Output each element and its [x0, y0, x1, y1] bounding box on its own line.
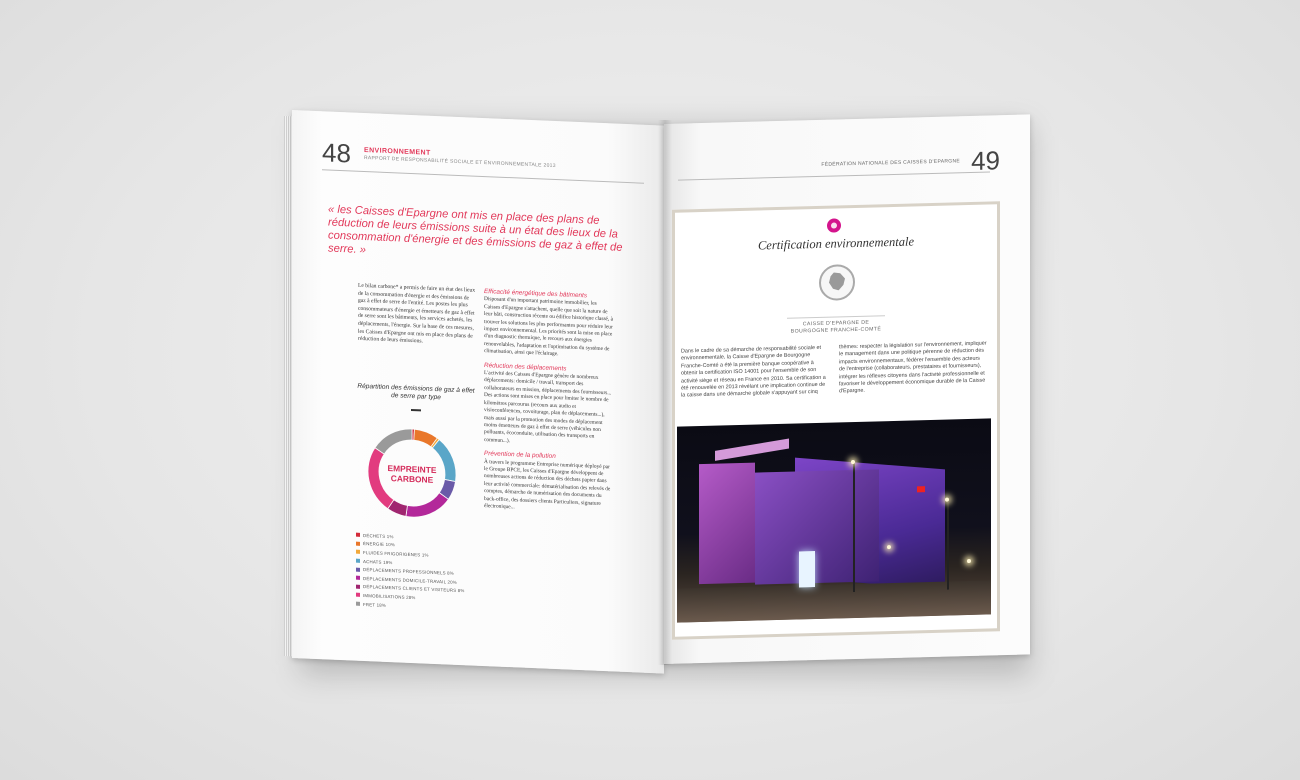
photo-lamp-pole: [947, 500, 949, 590]
section-title: ENVIRONNEMENT: [364, 147, 431, 157]
right-page-number: 49: [971, 145, 1000, 176]
brochure-spread: [292, 110, 1032, 670]
location-pin-icon: [827, 218, 841, 232]
photo-street: [677, 580, 991, 622]
certification-title: Certification environnementale: [757, 234, 915, 253]
legend-label: IMMOBILISATIONS 28%: [363, 592, 416, 601]
donut-slice-d-placements-domicile-travail: [406, 491, 448, 518]
photo-roof: [715, 439, 789, 461]
chart-legend: [356, 531, 486, 614]
chart-title-dash: [411, 409, 421, 411]
right-page-header: FÉDÉRATION NATIONALE DES CAISSES D'EPARGNE: [821, 158, 960, 168]
legend-label: DÉPLACEMENTS PROFESSIONNELS 8%: [363, 567, 454, 576]
legend-swatch: [356, 550, 360, 554]
right-page: [664, 114, 1030, 664]
donut-label-line1: EMPREINTE: [387, 463, 437, 476]
bank-name-line1: CAISSE D'EPARGNE DE: [802, 319, 870, 328]
report-title: RAPPORT DE RESPONSABILITÉ SOCIALE ET ENVIRONNEMENTALE 2013: [364, 155, 556, 170]
building-photo: [677, 418, 991, 622]
header-rule: [678, 171, 990, 180]
photo-sign: [917, 486, 925, 492]
chart-title: Répartition des émissions de gaz à effet de serre par type: [357, 382, 475, 402]
section-heading: Efficacité énergétique des bâtiments: [484, 288, 588, 300]
left-page: [292, 110, 664, 674]
section-text: L'activité des Caisses d'Epargne génère de nombreux déplacements: domicile / travail, transport des collaborateurs en mission, déplacements des fournisseurs... Des actions sont mises en place pour limiter le nombre de kilomètres parcourus (recours aux audio et visioconférences, covoiturage, plan de déplacements...), mais aussi par la promotion des modes de déplacement moins émetteurs de gaz à effet de serre (véhicules non polluants, écoconduite, utilisation des transports en commun...).: [484, 370, 612, 444]
bank-name: [675, 316, 997, 338]
page-edges: [284, 116, 292, 656]
section-text: Disposant d'un important patrimoine immobilier, les Caisses d'Epargne s'attachent, quelle que soit la nature de leur bâti, construction récente ou édifice historique classé, à trouver les solutions les plus performantes pour réduire leur impact environnemental. Les priorités sont la mise en place d'un diagnostic thermique, le recours aux énergies renouvelables, l'adaptation et l'optimisation du système de climatisation, ainsi que l'éclairage.: [484, 296, 614, 358]
legend-swatch: [356, 593, 360, 597]
pull-quote: « les Caisses d'Epargne ont mis en place des plans de réduction de leurs émissions suite à un état des lieux de la consommation d'énergie et des émissions de gaz à effet de serre. »: [328, 203, 623, 257]
photo-lamp: [967, 559, 971, 563]
legend-swatch: [356, 585, 360, 589]
section-text: À travers le programme Entreprise numérique déployé par le Groupe BPCE, les Caisses d'Epargne développent de nombreuses actions de réduction des déchets papier dans leur activité commerciale: dématérialisation des relevés de comptes, démarche de numérisation des documents du back-office, des dossiers clients Particuliers, signature électronique...: [484, 458, 611, 511]
legend-label: FRET 18%: [363, 601, 386, 608]
legend-swatch: [356, 567, 360, 571]
body-column-2: thèmes: respecter la législation sur l'environnement, impliquer le management dans une politique pérenne de réduction des impacts environnementaux, fédérer l'ensemble des acteurs de l'entreprise (collaborateurs, prestataires et fournisseurs), intégrer les réflexes citoyens dans l'activité professionnelle et favoriser le développement économique durable de la Caisse d'Epargne.: [839, 340, 987, 395]
spine-shadow: [658, 120, 672, 665]
photo-building: [699, 463, 755, 584]
photo-lamp-pole: [853, 462, 855, 592]
legend-label: ÉNERGIE 10%: [363, 541, 395, 548]
photo-building: [755, 469, 879, 584]
legend-label: FLUIDES FRIGORIGÈNES 1%: [363, 549, 429, 558]
legend-swatch: [356, 559, 360, 563]
bank-name-line2: BOURGOGNE FRANCHE-COMTÉ: [790, 326, 882, 335]
france-map-icon: [819, 264, 855, 301]
left-page-header: [364, 147, 634, 172]
legend-swatch: [356, 533, 360, 537]
donut-chart: [366, 425, 458, 521]
legend-swatch: [356, 576, 360, 580]
section-heading: Prévention de la pollution: [484, 450, 556, 461]
body-column-1: Dans le cadre de sa démarche de responsabilité sociale et environnementale, la Caisse d'Epargne de Bourgogne Franche-Comté a été la première banque coopérative à obtenir la certification ISO 14001 pour l'ensemble de son activité siège et réseau en France en 2010. Sa certification a été renouvelée en 2013 révélant une implication continue de la caisse dans une démarche globale s'appuyant sur cinq: [681, 344, 826, 399]
legend-swatch: [356, 602, 360, 606]
donut-slice-fret: [375, 427, 412, 455]
legend-label: ACHATS 19%: [363, 558, 393, 565]
lead-paragraph: Le bilan carbone* a permis de faire un état des lieux de la consommation d'énergie et des émissions de gaz à effet de serre de l'entité. Les postes les plus consommateurs d'énergie et émetteurs de gaz à effet de serre sont les bâtiments, les services achetés, les déplacements, l'énergie. Sur la base de ces mesures, les Caisses d'Epargne ont mis en place des plans de réduction de leurs émissions.: [358, 282, 476, 345]
donut-label-line2: CARBONE: [390, 473, 434, 485]
divider: [787, 315, 885, 319]
header-rule: [322, 169, 644, 183]
legend-label: DÉPLACEMENTS CLIENTS ET VISITEURS 8%: [363, 584, 465, 594]
legend-label: DÉPLACEMENTS DOMICILE-TRAVAIL 20%: [363, 575, 457, 585]
donut-slice-achats: [432, 439, 456, 481]
section-heading: Réduction des déplacements: [484, 361, 567, 373]
legend-swatch: [356, 542, 360, 546]
photo-kiosk: [799, 551, 815, 587]
legend-label: DÉCHETS 1%: [363, 532, 394, 540]
left-page-number: 48: [322, 137, 351, 169]
certification-box: [672, 201, 1000, 640]
sections-column: [484, 288, 614, 516]
